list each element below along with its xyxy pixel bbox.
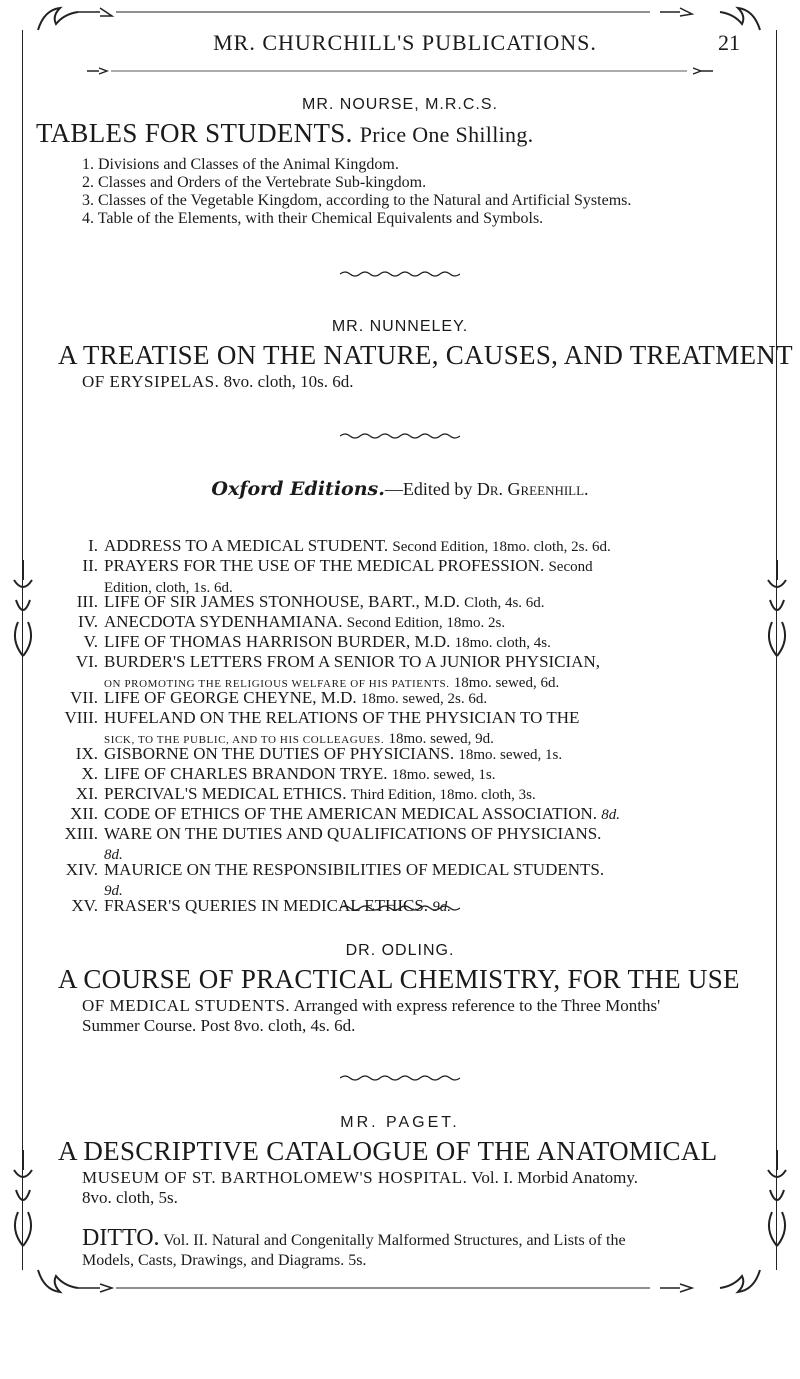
item-details: Cloth, 4s. 6d. (464, 595, 545, 611)
item-numeral: XII. (70, 804, 98, 823)
item-details: 8d. (104, 847, 123, 863)
item-title: CODE OF ETHICS OF THE AMERICAN MEDICAL ASSOCIATION. (104, 804, 598, 823)
item-title: LIFE OF GEORGE CHEYNE, M.D. (104, 688, 357, 707)
item-details: 18mo. cloth, 4s. (454, 635, 551, 651)
oxford-editions-label: Oxford Editions. (211, 478, 385, 500)
paget-ditto-entry (82, 1225, 762, 1271)
item-numeral: V. (83, 632, 98, 651)
bottom-ornament-border (30, 1268, 768, 1296)
edited-by-label: —Edited by (384, 479, 473, 499)
paget-volume: Vol. I. Morbid Anatomy. (471, 1168, 638, 1187)
right-lower-ornament (762, 1150, 792, 1250)
item-details: 18mo. sewed, 1s. (391, 767, 496, 783)
odling-price: Summer Course. Post 8vo. cloth, 4s. 6d. (82, 1016, 356, 1035)
item-subtitle: ON PROMOTING THE RELIGIOUS WELFARE OF HIS PATIENTS. (104, 678, 450, 690)
item-details: 18mo. sewed, 1s. (458, 747, 563, 763)
wavy-divider (340, 270, 460, 278)
paget-title: A DESCRIPTIVE CATALOGUE OF THE ANATOMICAL (58, 1136, 718, 1166)
item-numeral: XIV. (65, 860, 98, 879)
paget-author: MR. PAGET. (340, 1114, 460, 1131)
item-subtitle: SICK, TO THE PUBLIC, AND TO HIS COLLEAGUES. (104, 734, 385, 746)
oxford-editions-list (40, 536, 770, 916)
left-lower-ornament (8, 1150, 38, 1250)
oxford-editions-heading (0, 478, 800, 500)
item-title: BURDER'S LETTERS FROM A SENIOR TO A JUNIOR PHYSICIAN, (104, 652, 600, 671)
wavy-divider (340, 904, 460, 912)
editor-name: Dr. Greenhill. (476, 479, 589, 499)
paget-subtitle (82, 1168, 762, 1208)
item-numeral: VII. (70, 688, 98, 707)
item-details: 9d. (104, 883, 123, 899)
item-numeral: III. (76, 592, 98, 611)
list-item (40, 536, 770, 556)
list-item (40, 612, 770, 632)
item-title: ANECDOTA SYDENHAMIANA. (104, 612, 343, 631)
nourse-title-line (36, 118, 533, 149)
item-details: 18mo. sewed, 2s. 6d. (360, 691, 488, 707)
item-details: Third Edition, 18mo. cloth, 3s. (350, 787, 536, 803)
nourse-price: Price One Shilling. (359, 122, 534, 147)
item-numeral: IX. (75, 744, 98, 763)
odling-subject: OF MEDICAL STUDENTS. (82, 996, 291, 1015)
item-details: 18mo. sewed, 6d. (453, 675, 560, 691)
ditto-word: DITTO. (82, 1225, 160, 1251)
item-title: LIFE OF THOMAS HARRISON BURDER, M.D. (104, 632, 451, 651)
list-item (40, 764, 770, 784)
left-side-ornament (8, 560, 38, 660)
list-item (40, 708, 770, 747)
list-item: 1. Divisions and Classes of the Animal Kingdom. (82, 156, 399, 173)
item-details-continued: Edition, cloth, 1s. 6d. (104, 580, 233, 596)
list-item: 4. Table of the Elements, with their Chemical Equivalents and Symbols. (82, 210, 544, 227)
item-numeral: VI. (75, 652, 98, 671)
item-numeral: XIII. (64, 824, 98, 843)
list-item (40, 784, 770, 804)
list-item (40, 804, 770, 824)
item-title: HUFELAND ON THE RELATIONS OF THE PHYSICIAN TO THE (104, 708, 580, 727)
item-details: 18mo. sewed, 9d. (388, 731, 494, 747)
item-numeral: XV. (71, 896, 98, 915)
item-numeral: X. (81, 764, 98, 783)
list-item (40, 632, 770, 652)
nunneley-subject: OF ERYSIPELAS. (82, 372, 220, 391)
item-details: Second Edition, 18mo. 2s. (346, 615, 506, 631)
wavy-divider (340, 432, 460, 440)
list-item (40, 652, 770, 691)
list-item (40, 592, 770, 612)
item-numeral: XI. (75, 784, 98, 803)
top-ornament-border (30, 4, 768, 32)
item-title: WARE ON THE DUTIES AND QUALIFICATIONS OF PHYSICIANS. (104, 824, 602, 843)
item-details: Second (548, 559, 593, 575)
ditto-volume: Vol. II. Natural and Congenitally Malformed Structures, and Lists of the (163, 1232, 626, 1249)
nourse-author: MR. NOURSE, M.R.C.S. (301, 96, 498, 113)
item-title: PERCIVAL'S MEDICAL ETHICS. (104, 784, 347, 803)
list-item (40, 860, 770, 899)
list-item (40, 688, 770, 708)
list-item (40, 744, 770, 764)
odling-subtitle (82, 996, 762, 1036)
item-title: LIFE OF SIR JAMES STONHOUSE, BART., M.D. (104, 592, 460, 611)
nourse-title: TABLES FOR STUDENTS. (36, 118, 353, 148)
odling-description: Arranged with express reference to the Three Months' (293, 996, 661, 1015)
item-title: PRAYERS FOR THE USE OF THE MEDICAL PROFESSION. (104, 556, 545, 575)
page-number: 21 (718, 30, 740, 55)
item-details: 8d. (601, 807, 621, 823)
item-numeral: VIII. (64, 708, 98, 727)
item-title: LIFE OF CHARLES BRANDON TRYE. (104, 764, 388, 783)
nunneley-subtitle (82, 372, 762, 392)
nourse-table-list (82, 156, 762, 228)
item-details: Second Edition, 18mo. cloth, 2s. 6d. (392, 539, 611, 555)
item-title: ADDRESS TO A MEDICAL STUDENT. (104, 536, 389, 555)
running-head-title: MR. CHURCHILL'S PUBLICATIONS. (213, 30, 597, 55)
nunneley-author: MR. NUNNELEY. (331, 318, 469, 335)
paget-price: 8vo. cloth, 5s. (82, 1188, 178, 1207)
wavy-divider (340, 1074, 460, 1082)
item-title: MAURICE ON THE RESPONSIBILITIES OF MEDICAL STUDENTS. (104, 860, 605, 879)
list-item: 3. Classes of the Vegetable Kingdom, according to the Natural and Artificial Systems. (82, 192, 632, 209)
nunneley-price: 8vo. cloth, 10s. 6d. (223, 372, 354, 391)
list-item: 2. Classes and Orders of the Vertebrate Sub-kingdom. (82, 174, 427, 191)
head-rule-ornament (87, 66, 713, 76)
list-item (40, 824, 770, 863)
odling-author: DR. ODLING. (345, 942, 455, 959)
item-title: GISBORNE ON THE DUTIES OF PHYSICIANS. (104, 744, 455, 763)
list-item (40, 556, 770, 596)
paget-subject: MUSEUM OF ST. BARTHOLOMEW'S HOSPITAL. (82, 1168, 468, 1187)
item-numeral: IV. (78, 612, 98, 631)
item-details: 9d. (432, 899, 452, 915)
item-numeral: I. (88, 536, 98, 555)
running-head (40, 30, 760, 60)
item-numeral: II. (82, 556, 98, 575)
item-title: FRASER'S QUERIES IN MEDICAL ETHICS. (104, 896, 429, 915)
odling-title: A COURSE OF PRACTICAL CHEMISTRY, FOR THE USE (58, 964, 740, 994)
nunneley-title: A TREATISE ON THE NATURE, CAUSES, AND TREATMENT (58, 340, 793, 370)
ditto-price: Models, Casts, Drawings, and Diagrams. 5s. (82, 1252, 367, 1269)
